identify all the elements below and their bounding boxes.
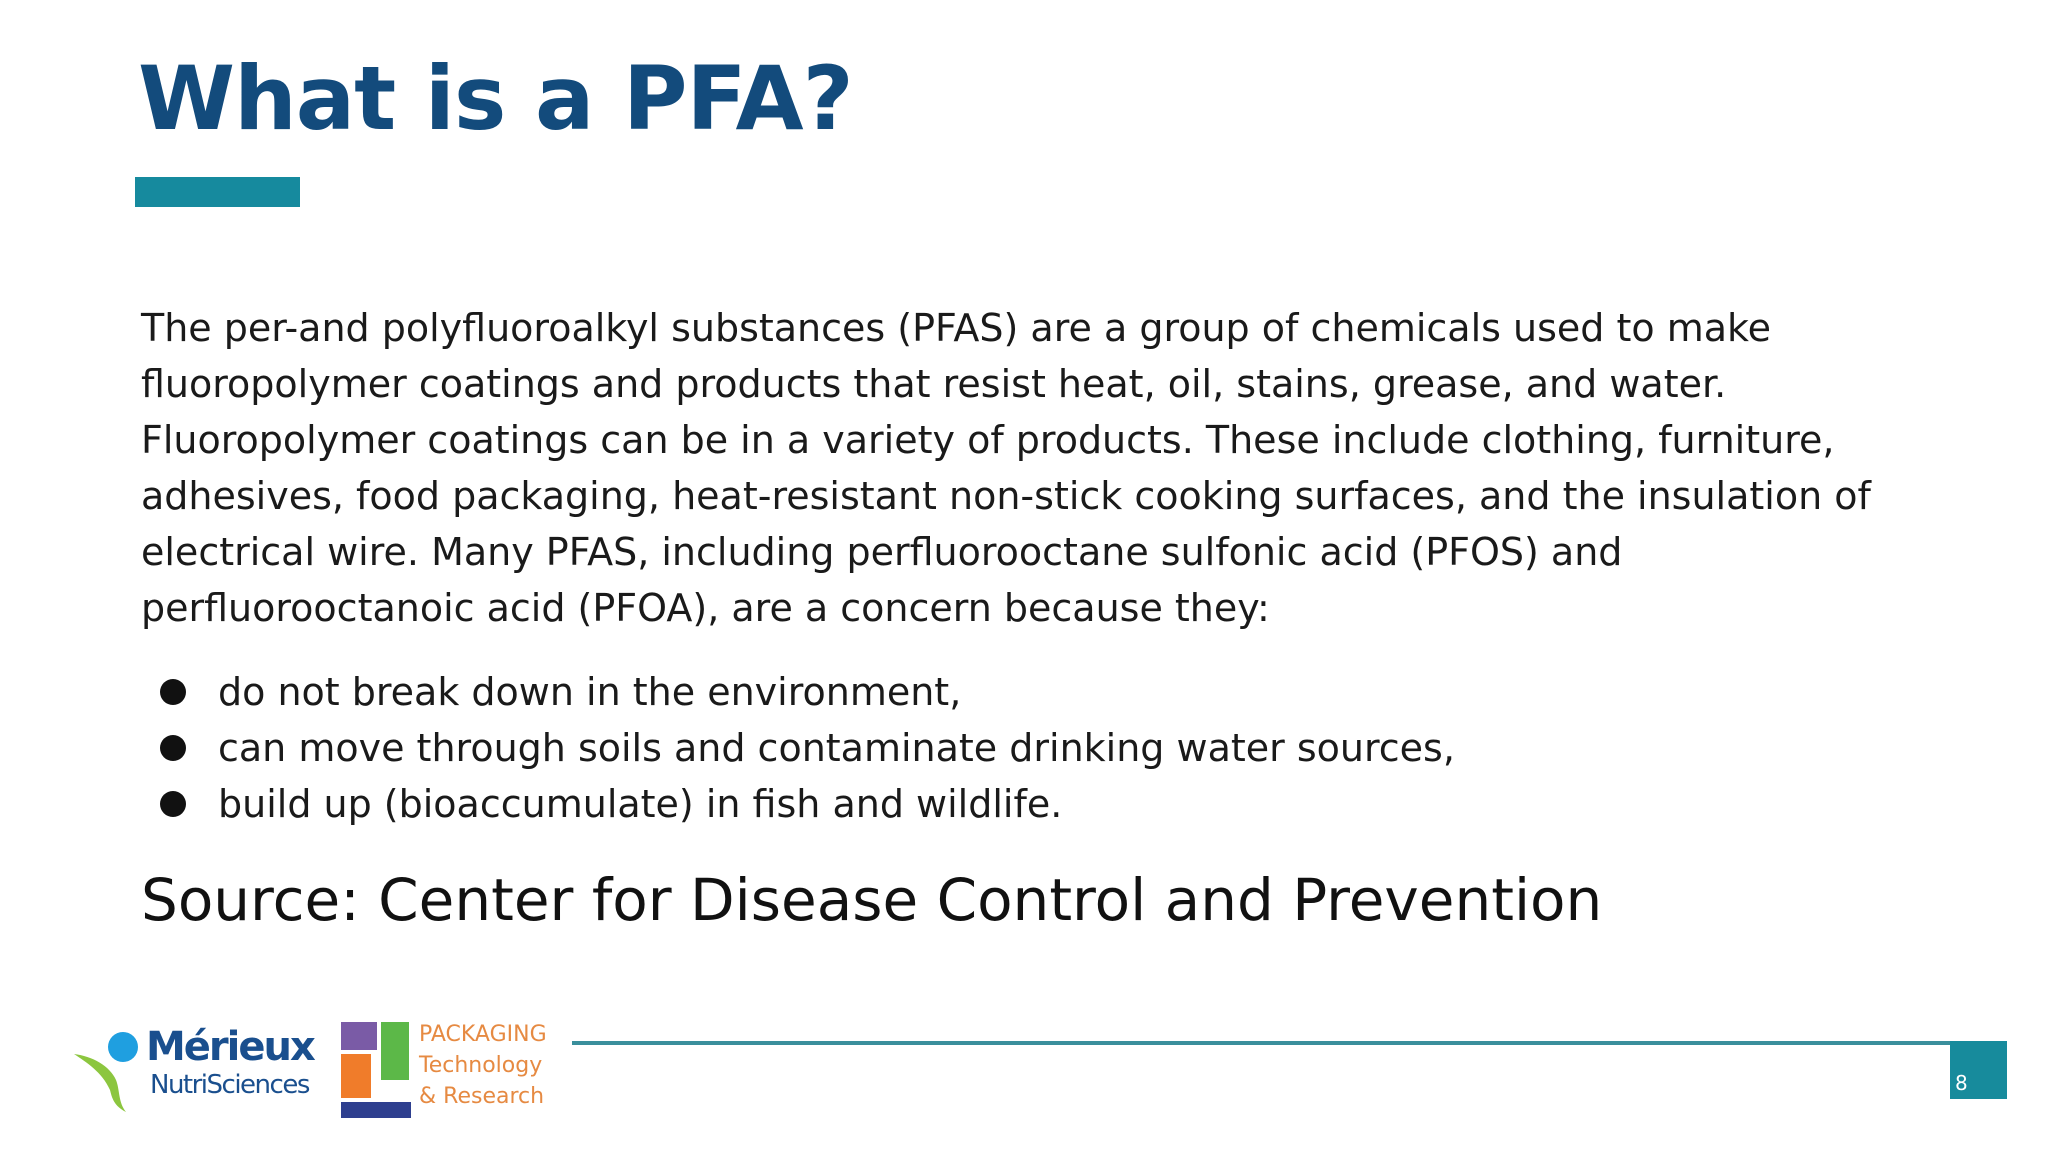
slide-title: What is a PFA? <box>138 47 853 150</box>
ptr-logo-line2: Technology <box>419 1053 543 1078</box>
bullet-icon <box>160 679 186 705</box>
list-item-text: can move through soils and contaminate drinking water sources, <box>218 726 1455 770</box>
page-number: 8 <box>1955 1071 1968 1095</box>
list-item <box>141 664 1455 720</box>
bullet-icon <box>160 735 186 761</box>
list-item-text: build up (bioaccumulate) in fish and wildlife. <box>218 782 1063 826</box>
ptr-logo-line3: & Research <box>419 1084 545 1109</box>
blue-dot-icon <box>108 1032 138 1062</box>
merieux-nutrisciences-logo <box>72 1022 322 1112</box>
merieux-logo-subtitle: NutriSciences <box>150 1070 309 1100</box>
packaging-technology-research-logo <box>341 1020 561 1110</box>
ptr-logo-line1: PACKAGING <box>419 1022 547 1047</box>
list-item-text: do not break down in the environment, <box>218 670 962 714</box>
list-item <box>141 776 1455 832</box>
concern-list <box>141 664 1455 832</box>
merieux-logo-name: Mérieux <box>146 1024 314 1070</box>
title-underline-bar <box>135 177 300 207</box>
bullet-icon <box>160 791 186 817</box>
source-citation: Source: Center for Disease Control and Prevention <box>141 866 1603 934</box>
list-item <box>141 720 1455 776</box>
footer-divider-line <box>572 1041 2007 1045</box>
body-paragraph: The per-and polyfluoroalkyl substances (PFAS) are a group of chemicals used to make fluoropolymer coatings and products that resist heat, oil, stains, grease, and water. Fluoropolymer coatings can be in a variety of products. These include clothing, furniture, adhesives, food packaging, heat-resistant non-stick cooking surfaces, and the insulation of electrical wire. Many PFAS, including perfluorooctane sulfonic acid (PFOS) and perfluorooctanoic acid (PFOA), are a concern because they: <box>141 306 1871 630</box>
